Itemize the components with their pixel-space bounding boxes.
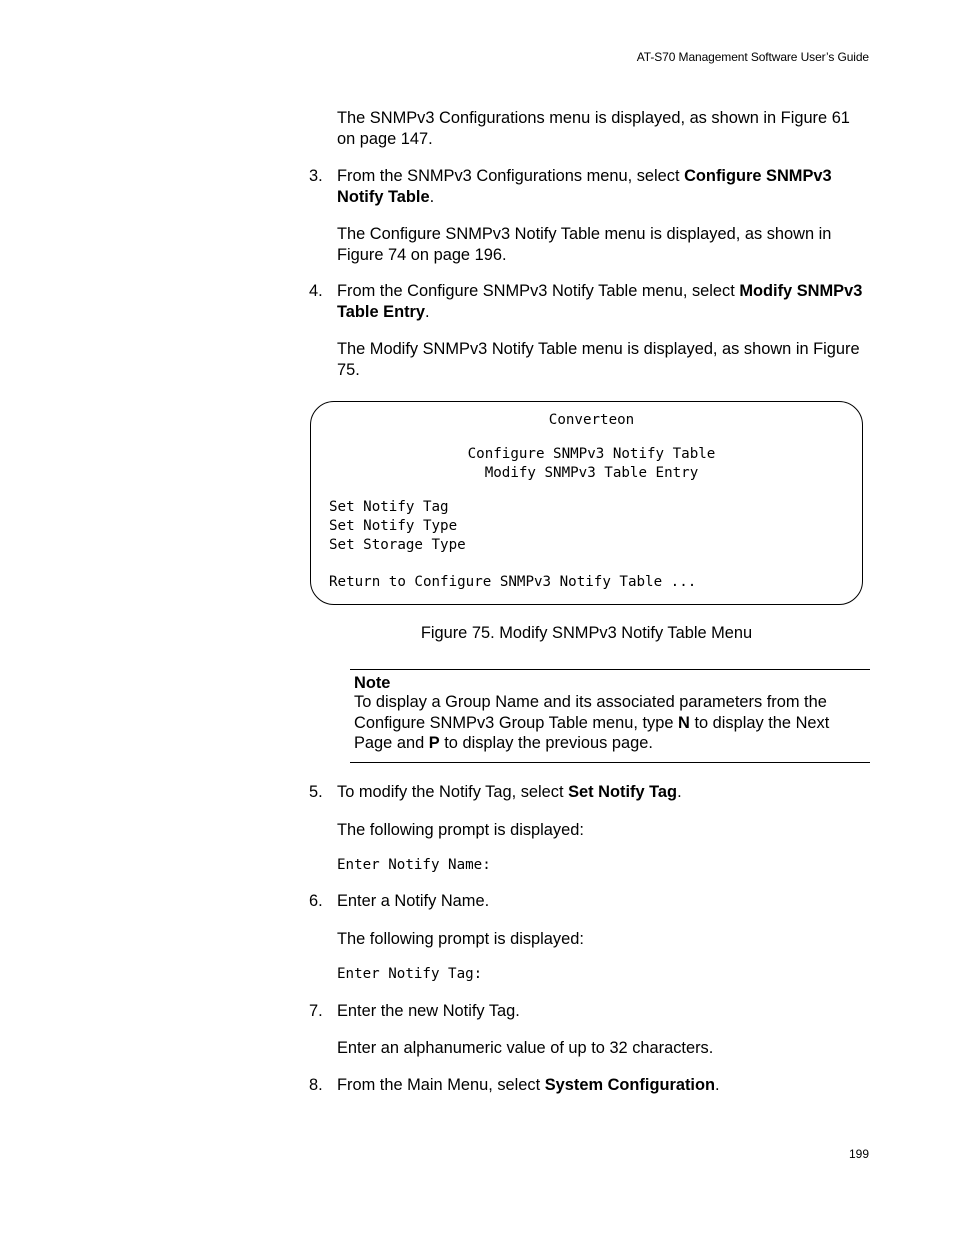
step-8-bold: System Configuration (544, 1076, 715, 1094)
step-6-prompt: Enter Notify Tag: (337, 966, 483, 982)
menu-item-return: Return to Configure SNMPv3 Notify Table ... (329, 574, 697, 590)
note-line-1: To display a Group Name and its associated parameters from the (354, 693, 827, 711)
step-8-text: From the Main Menu, select System Configuration. (337, 1076, 720, 1094)
note-bottom-rule (350, 762, 870, 763)
running-header: AT-S70 Management Software User’s Guide (636, 50, 869, 64)
step-3-number: 3. (309, 167, 323, 185)
menu-title: Converteon (548, 412, 635, 428)
menu-heading-2: Modify SNMPv3 Table Entry (484, 465, 699, 481)
step-6-result: The following prompt is displayed: (337, 930, 584, 948)
step-6-text: Enter a Notify Name. (337, 892, 490, 910)
step-5-number: 5. (309, 783, 323, 801)
menu-item-set-notify-type: Set Notify Type (329, 518, 458, 534)
step-4-bold: Modify SNMPv3 Table Entry (337, 282, 863, 321)
step-5-result: The following prompt is displayed: (337, 821, 584, 839)
step-5-prompt: Enter Notify Name: (337, 857, 491, 873)
note-top-rule (350, 669, 870, 670)
note-line-3: Page and P to display the previous page. (354, 734, 653, 752)
step-6-number: 6. (309, 892, 323, 910)
step-3-text: From the SNMPv3 Configurations menu, select Configure SNMPv3 Notify Table. (337, 167, 832, 206)
step-5-bold: Set Notify Tag (568, 783, 678, 801)
menu-item-set-storage-type: Set Storage Type (329, 537, 466, 553)
note-body (354, 692, 866, 754)
step-5-text: To modify the Notify Tag, select Set Notify Tag. (337, 783, 682, 801)
step-7-result: Enter an alphanumeric value of up to 32 characters. (337, 1039, 714, 1057)
step-4-number: 4. (309, 282, 323, 300)
step-7-text: Enter the new Notify Tag. (337, 1002, 520, 1020)
step-3-bold: Configure SNMPv3 Notify Table (337, 167, 832, 206)
step-4-text: From the Configure SNMPv3 Notify Table menu, select Modify SNMPv3 Table Entry. (337, 282, 863, 321)
menu-heading-1: Configure SNMPv3 Notify Table (467, 446, 716, 462)
figure-caption: Figure 75. Modify SNMPv3 Notify Table Menu (420, 624, 753, 642)
intro-paragraph: The SNMPv3 Configurations menu is displayed, as shown in Figure 61 on page 147. (337, 109, 850, 148)
step-7-number: 7. (309, 1002, 323, 1020)
note-line-2: Configure SNMPv3 Group Table menu, type N to display the Next (354, 713, 830, 732)
page-number: 199 (848, 1147, 869, 1161)
note-title: Note (354, 674, 391, 692)
step-4-result: The Modify SNMPv3 Notify Table menu is displayed, as shown in Figure 75. (337, 340, 860, 379)
step-8-number: 8. (309, 1076, 323, 1094)
step-3-result: The Configure SNMPv3 Notify Table menu is displayed, as shown in Figure 74 on page 196. (337, 225, 832, 264)
menu-item-set-notify-tag: Set Notify Tag (329, 499, 449, 515)
